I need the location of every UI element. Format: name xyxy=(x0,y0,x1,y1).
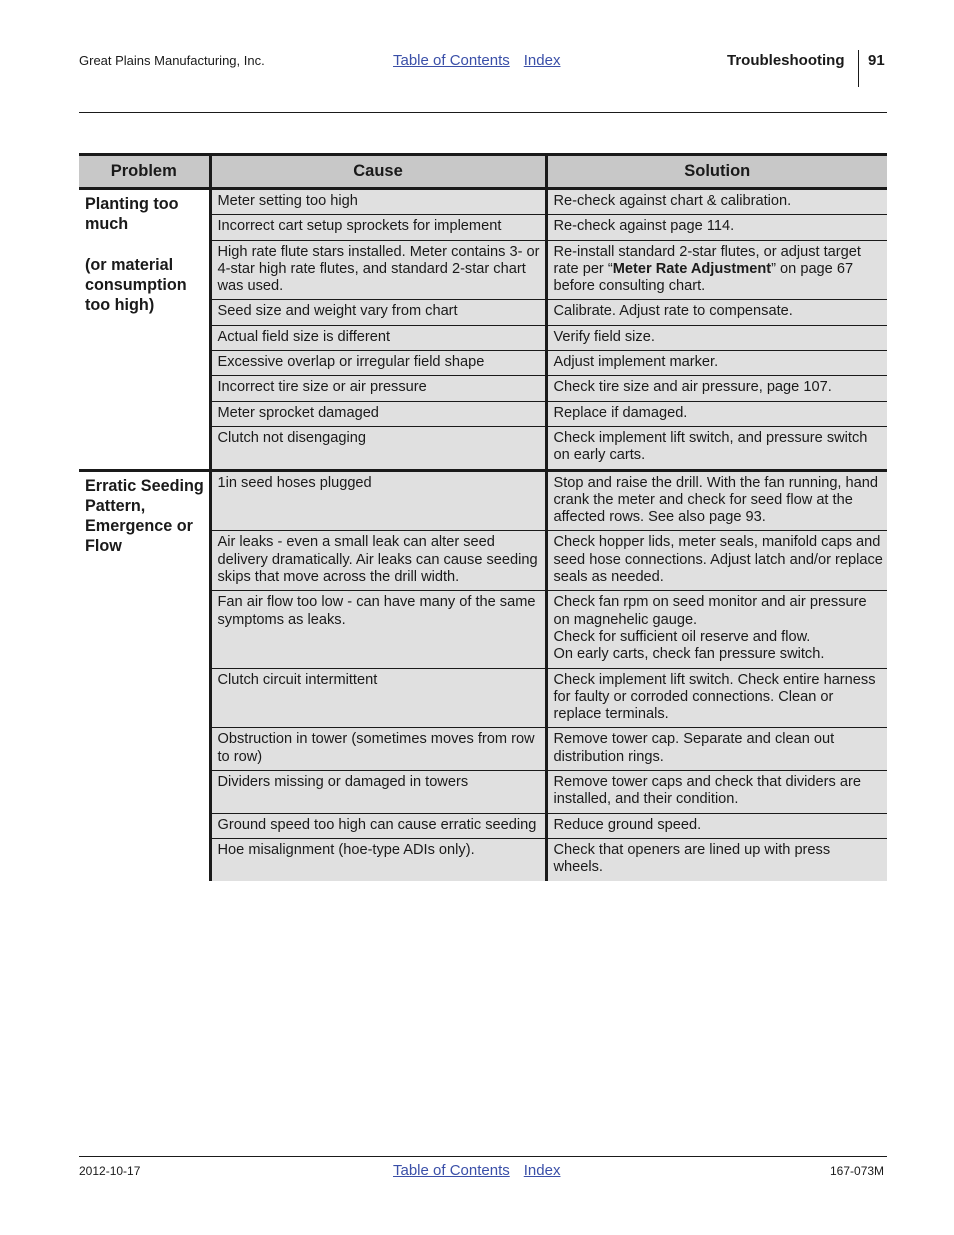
cause-cell: Incorrect tire size or air pressure xyxy=(210,376,546,401)
solution-line: On early carts, check fan pressure switch. xyxy=(553,646,825,663)
index-link[interactable]: Index xyxy=(523,52,561,69)
cause-cell: Air leaks - even a small leak can alter seed delivery dramatically. Air leaks can cause seeding skips that move across the drill width. xyxy=(210,531,546,591)
document-number: 167-073M xyxy=(830,1164,885,1178)
table-header-row xyxy=(79,155,887,189)
solution-cell: Verify field size. xyxy=(546,325,887,350)
problem-subtitle: (or material consumption too high) xyxy=(85,255,187,315)
cause-cell: Meter sprocket damaged xyxy=(210,401,546,426)
cause-cell: Hoe misalignment (hoe-type ADIs only). xyxy=(210,838,546,880)
table-row xyxy=(79,470,887,531)
solution-cell: Check tire size and air pressure, page 107. xyxy=(546,376,887,401)
solution-cell: Check hopper lids, meter seals, manifold caps and seed hose connections. Adjust latch and/or replace seals as needed. xyxy=(546,531,887,591)
solution-cell xyxy=(546,240,887,300)
solution-cell: Reduce ground speed. xyxy=(546,813,887,838)
cause-cell: Dividers missing or damaged in towers xyxy=(210,771,546,814)
solution-cell: Check implement lift switch. Check entire harness for faulty or corroded connections. Clean or replace terminals. xyxy=(546,668,887,728)
header-nav xyxy=(393,52,574,69)
cause-cell: Clutch circuit intermittent xyxy=(210,668,546,728)
header-rule xyxy=(79,112,887,113)
solution-cell: Re-check against chart & calibration. xyxy=(546,189,887,215)
footer-rule xyxy=(79,1156,887,1157)
cause-cell: Actual field size is different xyxy=(210,325,546,350)
solution-emphasis: Meter Rate Adjustment xyxy=(612,260,772,277)
footer-date: 2012-10-17 xyxy=(79,1164,141,1178)
company-name: Great Plains Manufacturing, Inc. xyxy=(79,53,265,68)
cause-cell: 1in seed hoses plugged xyxy=(210,470,546,531)
solution-cell xyxy=(546,591,887,668)
problem-title: Erratic Seeding Pattern, Emergence or Flow xyxy=(85,476,204,556)
solution-cell: Stop and raise the drill. With the fan running, hand crank the meter and check for seed flow at the affected rows. See also page 93. xyxy=(546,470,887,531)
column-header-solution: Solution xyxy=(546,155,887,189)
solution-cell: Remove tower cap. Separate and clean out distribution rings. xyxy=(546,728,887,771)
column-header-cause: Cause xyxy=(210,155,546,189)
section-title: Troubleshooting xyxy=(727,52,845,69)
solution-text: ” on page 67 before consulting chart. xyxy=(553,260,854,295)
solution-cell: Adjust implement marker. xyxy=(546,351,887,376)
problem-title: Planting too much xyxy=(85,195,179,234)
cause-cell: Meter setting too high xyxy=(210,189,546,215)
cause-cell: High rate flute stars installed. Meter contains 3- or 4-star high rate flutes, and standard 2-star chart was used. xyxy=(210,240,546,300)
solution-line: Check for sufficient oil reserve and flow. xyxy=(553,628,811,645)
troubleshooting-table xyxy=(79,153,887,881)
cause-cell: Fan air flow too low - can have many of the same symptoms as leaks. xyxy=(210,591,546,668)
cause-cell: Excessive overlap or irregular field shape xyxy=(210,351,546,376)
cause-cell: Seed size and weight vary from chart xyxy=(210,300,546,325)
solution-line: Check fan rpm on seed monitor and air pressure on magnehelic gauge. xyxy=(553,594,867,628)
solution-cell: Check implement lift switch, and pressure switch on early carts. xyxy=(546,426,887,470)
solution-text: Re-install standard 2-star flutes, or adjust target rate per “ xyxy=(553,243,861,277)
spacer xyxy=(85,235,205,255)
table-row xyxy=(79,189,887,215)
solution-cell: Check that openers are lined up with press wheels. xyxy=(546,838,887,880)
footer-nav xyxy=(393,1162,574,1179)
page-number: 91 xyxy=(868,52,885,69)
footer-toc-link[interactable]: Table of Contents xyxy=(393,1162,510,1179)
header-divider xyxy=(858,50,859,87)
solution-cell: Remove tower caps and check that dividers are installed, and their condition. xyxy=(546,771,887,814)
cause-cell: Ground speed too high can cause erratic seeding xyxy=(210,813,546,838)
problem-cell xyxy=(79,470,210,880)
solution-cell: Replace if damaged. xyxy=(546,401,887,426)
cause-cell: Incorrect cart setup sprockets for implement xyxy=(210,215,546,240)
problem-cell xyxy=(79,189,210,471)
column-header-problem: Problem xyxy=(79,155,210,189)
cause-cell: Obstruction in tower (sometimes moves from row to row) xyxy=(210,728,546,771)
solution-cell: Calibrate. Adjust rate to compensate. xyxy=(546,300,887,325)
cause-cell: Clutch not disengaging xyxy=(210,426,546,470)
solution-cell: Re-check against page 114. xyxy=(546,215,887,240)
toc-link[interactable]: Table of Contents xyxy=(393,52,510,69)
footer-index-link[interactable]: Index xyxy=(523,1162,561,1179)
